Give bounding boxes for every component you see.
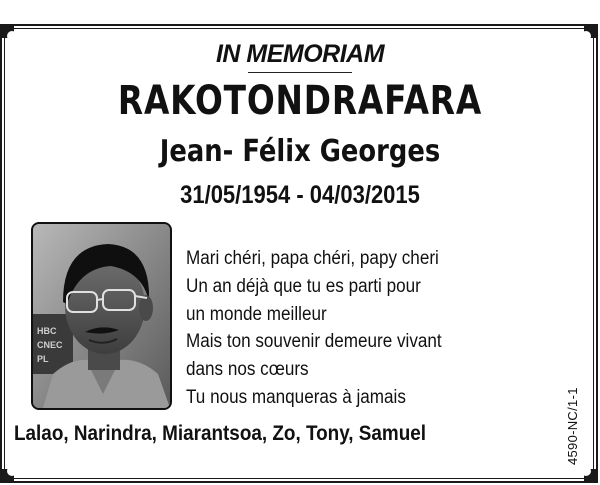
- poem-line: Un an déjà que tu es parti pour: [186, 275, 421, 297]
- poem-line: Tu nous manqueras à jamais: [186, 386, 406, 408]
- poem-verse: [186, 245, 486, 412]
- deceased-given-names: Jean- Félix Georges: [159, 134, 441, 169]
- life-dates: 31/05/1954 - 04/03/2015: [180, 181, 420, 209]
- deceased-surname: RAKOTONDRAFARA: [117, 78, 483, 124]
- poem-line: Mais ton souvenir demeure vivant: [186, 331, 442, 353]
- reference-code: 4590-NC/1-1: [565, 387, 580, 465]
- corner-ornament: [0, 24, 14, 38]
- family-signatures: Lalao, Narindra, Miarantsoa, Zo, Tony, Samuel: [14, 422, 427, 445]
- poem-line: dans nos cœurs: [186, 359, 309, 381]
- poem-line: un monde meilleur: [186, 303, 327, 325]
- photo-background-text: PL: [37, 354, 49, 364]
- portrait-photo-icon: [33, 224, 170, 408]
- corner-ornament: [584, 24, 598, 38]
- photo-background-text: CNEC: [37, 340, 63, 350]
- poem-line: Mari chéri, papa chéri, papy cheri: [186, 248, 439, 269]
- memoriam-heading: IN MEMORIAM: [215, 40, 385, 68]
- heading-underline: [248, 72, 352, 73]
- photo-background-text: HBC: [37, 326, 57, 336]
- portrait-photo: [31, 222, 172, 410]
- corner-ornament: [584, 469, 598, 483]
- corner-ornament: [0, 469, 14, 483]
